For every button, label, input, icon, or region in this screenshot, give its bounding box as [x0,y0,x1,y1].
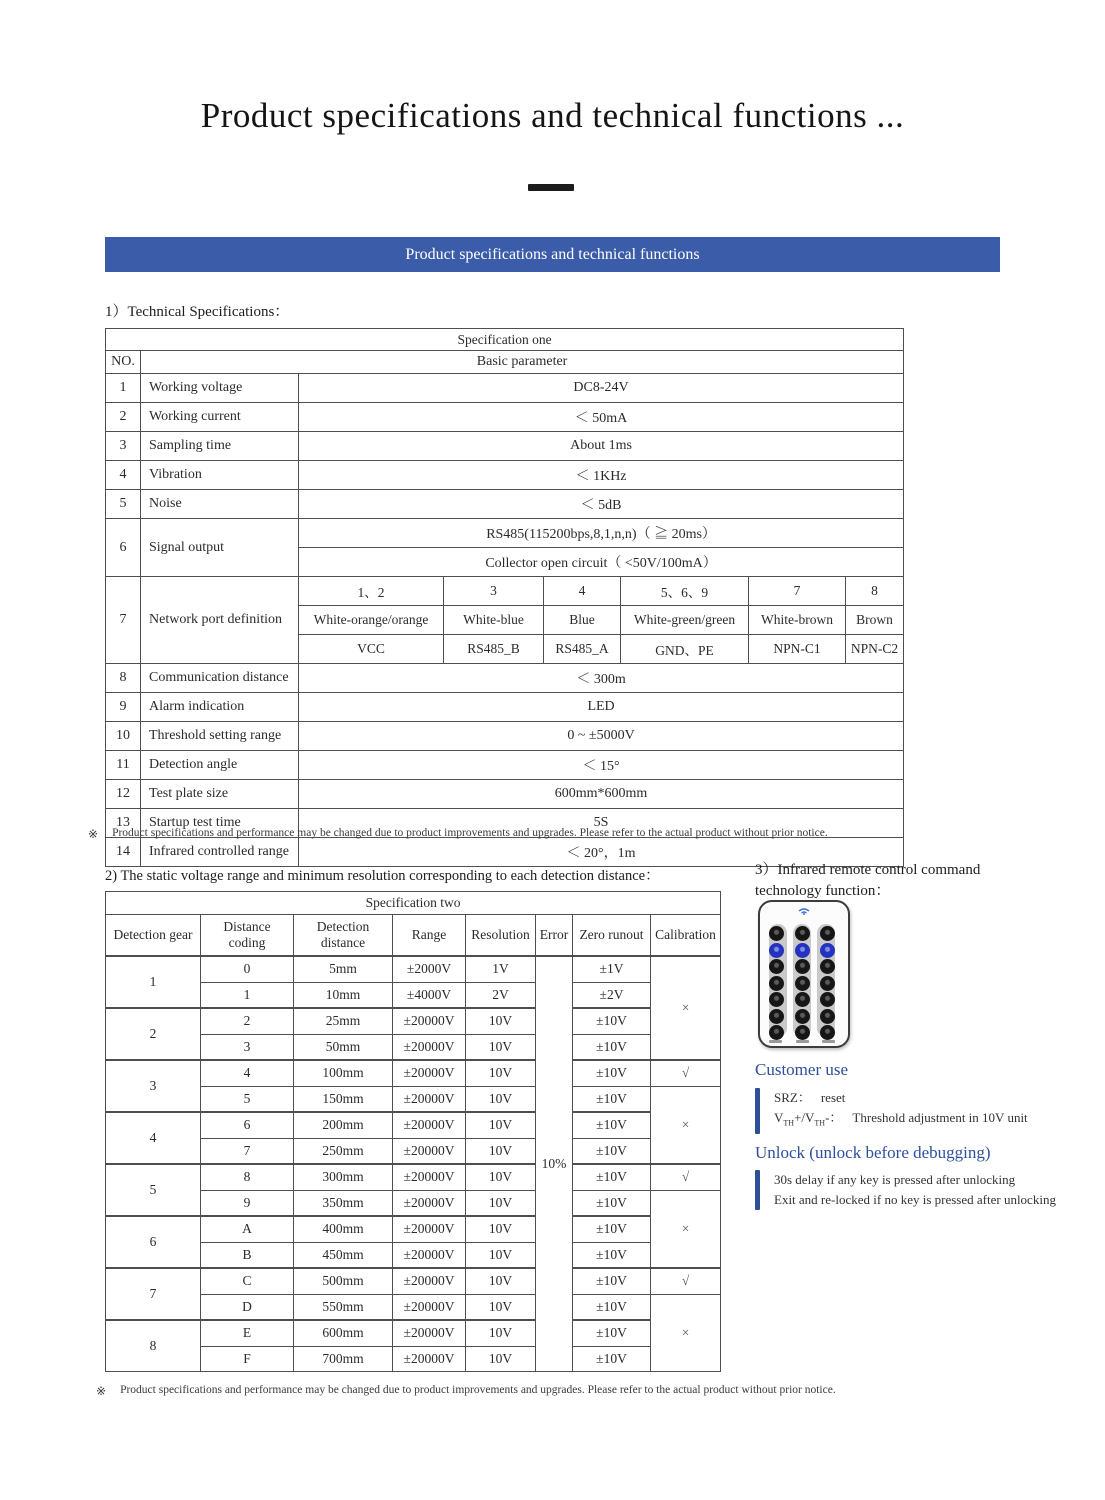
cell-range: ±20000V [393,1060,466,1086]
cell-gear: 2 [106,1008,201,1060]
remote-button-row [769,926,835,941]
section3-heading [755,860,1075,902]
cell-coding: 6 [201,1112,294,1138]
cell-coding: 7 [201,1138,294,1164]
column-header-basic-parameter: Basic parameter [141,351,904,374]
cell-resolution: 10V [466,1294,536,1320]
table-row [106,1268,721,1294]
cell-zero-runout: ±10V [573,1060,651,1086]
cell-distance: 600mm [294,1320,393,1346]
cell-calibration: × [651,1294,721,1372]
cell-distance: 450mm [294,1242,393,1268]
cell-resolution: 10V [466,1112,536,1138]
key-caption-mark [822,1040,835,1043]
cell-gear: 4 [106,1112,201,1164]
cell-value: About 1ms [299,432,904,461]
cell-pin: 4 [544,577,621,606]
cell-zero-runout: ±1V [573,956,651,982]
vth-text: +/V [794,1110,815,1125]
remote-button [769,926,784,941]
remote-button [795,959,810,974]
cell-wire-color: White-orange/orange [299,606,444,635]
cell-distance: 200mm [294,1112,393,1138]
key-caption-mark [769,1040,782,1043]
unlock-line: 30s delay if any key is pressed after unlocking [774,1172,1016,1187]
column-header: Error [536,915,573,957]
cell-no: 7 [106,577,141,664]
cell-value: 600mm*600mm [299,780,904,809]
remote-button-row [769,1009,835,1024]
cell-gear: 3 [106,1060,201,1112]
remote-button [820,959,835,974]
cell-value: ＜ 5dB [299,490,904,519]
remote-button [820,943,835,958]
cell-value: DC8-24V [299,374,904,403]
remote-button [820,976,835,991]
cell-label: Infrared controlled range [141,838,299,867]
cell-zero-runout: ±10V [573,1190,651,1216]
table-row [106,490,904,519]
cell-no: 8 [106,664,141,693]
cell-zero-runout: ±10V [573,1320,651,1346]
cell-calibration: × [651,1086,721,1164]
remote-button [820,992,835,1007]
customer-use-heading: Customer use [755,1060,849,1079]
table-row [106,1320,721,1346]
cell-value: Collector open circuit（ <50V/100mA） [299,548,904,577]
cell-label: Threshold setting range [141,722,299,751]
cell-distance: 550mm [294,1294,393,1320]
cell-signal: NPN-C2 [846,635,904,664]
ir-emitter-icon [796,905,812,915]
cell-range: ±20000V [393,1294,466,1320]
cell-resolution: 1V [466,956,536,982]
cell-signal: NPN-C1 [749,635,846,664]
remote-button [769,1009,784,1024]
srz-line [774,1088,1028,1108]
cell-resolution: 10V [466,1242,536,1268]
unlock-line: Exit and re-locked if no key is pressed after unlocking [774,1192,1056,1207]
cell-label: Signal output [141,519,299,577]
cell-coding: 2 [201,1008,294,1034]
cell-calibration: √ [651,1060,721,1086]
remote-button [769,1025,784,1040]
cell-range: ±4000V [393,982,466,1008]
vth-text: V [774,1110,784,1125]
section-banner-label: Product specifications and technical functions [405,245,700,263]
cell-wire-color: White-green/green [621,606,749,635]
unlock-lines [774,1170,1056,1210]
table-row [106,1112,721,1138]
table-row [106,751,904,780]
remote-button [769,992,784,1007]
remote-button-row [769,943,835,958]
vth-line [774,1108,1028,1134]
footnote-symbol: ※ [88,827,99,841]
cell-resolution: 2V [466,982,536,1008]
column-header: Detection gear [106,915,201,957]
cell-coding: 0 [201,956,294,982]
cell-resolution: 10V [466,1216,536,1242]
table-row [106,1008,721,1034]
table-row [106,1216,721,1242]
section1-heading: 1）Technical Specifications： [105,304,290,320]
table-row [106,461,904,490]
cell-label: Sampling time [141,432,299,461]
remote-button [795,976,810,991]
cell-value: ＜ 20°，1m [299,838,904,867]
cell-range: ±20000V [393,1164,466,1190]
table-row-network-pins [106,577,904,606]
remote-button [820,1009,835,1024]
cell-zero-runout: ±10V [573,1164,651,1190]
cell-zero-runout: ±10V [573,1268,651,1294]
cell-no: 13 [106,809,141,838]
cell-label: Communication distance [141,664,299,693]
table-row [106,403,904,432]
section3-heading-line1: 3）Infrared remote control command [755,862,981,878]
cell-distance: 350mm [294,1190,393,1216]
cell-distance: 100mm [294,1060,393,1086]
remote-button [795,943,810,958]
unlock-heading: Unlock (unlock before debugging) [755,1143,991,1162]
cell-value: RS485(115200bps,8,1,n,n)（ ≧ 20ms） [299,519,904,548]
remote-button [795,1025,810,1040]
footnote [96,1384,1026,1399]
table-row-signal-output [106,519,904,548]
srz-label: SRZ： [774,1090,811,1105]
cell-wire-color: White-brown [749,606,846,635]
cell-value: 0 ~ ±5000V [299,722,904,751]
cell-range: ±20000V [393,1138,466,1164]
cell-coding: 5 [201,1086,294,1112]
cell-pin: 3 [444,577,544,606]
column-header: Range [393,915,466,957]
cell-wire-color: Brown [846,606,904,635]
table-row [106,432,904,461]
key-caption-mark [796,1040,809,1043]
remote-button [795,1009,810,1024]
footnote-text: Product specifications and performance may be changed due to product improvements and upgrades. Please refer to the actual product without prior notice. [112,827,828,839]
cell-zero-runout: ±2V [573,982,651,1008]
cell-coding: B [201,1242,294,1268]
section-banner [105,237,1000,272]
cell-resolution: 10V [466,1164,536,1190]
cell-resolution: 10V [466,1008,536,1034]
table-row [106,1164,721,1190]
cell-no: 10 [106,722,141,751]
specification-one-table [105,328,904,867]
cell-calibration: × [651,956,721,1060]
cell-distance: 25mm [294,1008,393,1034]
remote-key-captions [769,1040,835,1043]
cell-zero-runout: ±10V [573,1346,651,1372]
cell-resolution: 10V [466,1346,536,1372]
cell-zero-runout: ±10V [573,1294,651,1320]
cell-no: 5 [106,490,141,519]
remote-buttons [769,926,835,1040]
footnote-text: Product specifications and performance may be changed due to product improvements and upgrades. Please refer to the actual product without prior notice. [120,1384,836,1396]
cell-zero-runout: ±10V [573,1138,651,1164]
cell-signal: VCC [299,635,444,664]
table-row [106,1060,721,1086]
cell-range: ±20000V [393,1320,466,1346]
cell-range: ±20000V [393,1086,466,1112]
column-header: Resolution [466,915,536,957]
cell-range: ±20000V [393,1242,466,1268]
cell-label: Detection angle [141,751,299,780]
cell-coding: 3 [201,1034,294,1060]
cell-label: Alarm indication [141,693,299,722]
cell-label: Test plate size [141,780,299,809]
cell-gear: 6 [106,1216,201,1268]
cell-distance: 250mm [294,1138,393,1164]
remote-button [769,959,784,974]
cell-zero-runout: ±10V [573,1034,651,1060]
cell-coding: A [201,1216,294,1242]
section2-heading: 2) The static voltage range and minimum resolution corresponding to each detection distance： [105,868,660,884]
srz-desc: reset [820,1090,846,1105]
table-row [106,780,904,809]
cell-range: ±20000V [393,1190,466,1216]
cell-coding: 1 [201,982,294,1008]
table-row [106,374,904,403]
section3-heading-line2: technology function： [755,883,891,899]
accent-bar [755,1170,760,1210]
vth-text: -： [825,1110,843,1125]
cell-gear: 1 [106,956,201,1008]
column-header: Calibration [651,915,721,957]
cell-value: ＜ 300m [299,664,904,693]
cell-pin: 7 [749,577,846,606]
cell-resolution: 10V [466,1268,536,1294]
cell-label: Working current [141,403,299,432]
cell-pin: 1、2 [299,577,444,606]
cell-distance: 500mm [294,1268,393,1294]
cell-label: Working voltage [141,374,299,403]
column-header: Detection distance [294,915,393,957]
cell-calibration: × [651,1190,721,1268]
column-header: Zero runout [573,915,651,957]
footnote [88,827,1018,842]
cell-range: ±2000V [393,956,466,982]
cell-zero-runout: ±10V [573,1242,651,1268]
cell-distance: 150mm [294,1086,393,1112]
remote-button [769,943,784,958]
cell-resolution: 10V [466,1060,536,1086]
cell-no: 9 [106,693,141,722]
cell-range: ±20000V [393,1034,466,1060]
cell-pin: 5、6、9 [621,577,749,606]
vth-desc: Threshold adjustment in 10V unit [852,1110,1028,1125]
cell-label: Network port definition [141,577,299,664]
vth-sub: TH [783,1118,795,1128]
cell-resolution: 10V [466,1034,536,1060]
table-row [106,956,721,982]
unlock-block [755,1170,1056,1210]
cell-distance: 50mm [294,1034,393,1060]
cell-no: 2 [106,403,141,432]
cell-signal: GND、PE [621,635,749,664]
table2-title: Specification two [106,892,721,915]
page-title: Product specifications and technical functions ... [200,96,905,135]
cell-distance: 10mm [294,982,393,1008]
cell-signal: RS485_B [444,635,544,664]
cell-range: ±20000V [393,1346,466,1372]
cell-resolution: 10V [466,1086,536,1112]
remote-button-row [769,959,835,974]
cell-gear: 7 [106,1268,201,1320]
cell-value: ＜ 50mA [299,403,904,432]
cell-zero-runout: ±10V [573,1216,651,1242]
cell-no: 4 [106,461,141,490]
cell-signal: RS485_A [544,635,621,664]
table-row [106,664,904,693]
table-row [106,722,904,751]
cell-coding: 4 [201,1060,294,1086]
column-header-no: NO. [106,351,141,374]
cell-zero-runout: ±10V [573,1008,651,1034]
cell-calibration: √ [651,1164,721,1190]
cell-no: 11 [106,751,141,780]
column-header: Distance coding [201,915,294,957]
remote-button [820,1025,835,1040]
cell-coding: D [201,1294,294,1320]
cell-calibration: √ [651,1268,721,1294]
cell-coding: F [201,1346,294,1372]
cell-gear: 5 [106,1164,201,1216]
cell-range: ±20000V [393,1008,466,1034]
specification-two-table [105,891,721,1372]
cell-no: 1 [106,374,141,403]
cell-value: 5S [299,809,904,838]
cell-value: LED [299,693,904,722]
cell-distance: 400mm [294,1216,393,1242]
ir-remote-control-image [758,900,850,1048]
remote-button [820,926,835,941]
cell-no: 6 [106,519,141,577]
vth-sub: TH [814,1118,826,1128]
cell-wire-color: White-blue [444,606,544,635]
table2-header-row [106,915,721,957]
table1-title: Specification one [106,329,904,351]
cell-distance: 300mm [294,1164,393,1190]
customer-use-block [755,1088,1028,1134]
cell-coding: 8 [201,1164,294,1190]
cell-label: Vibration [141,461,299,490]
cell-label: Startup test time [141,809,299,838]
cell-coding: C [201,1268,294,1294]
cell-error: 10% [536,956,573,1372]
cell-value: ＜ 15° [299,751,904,780]
cell-zero-runout: ±10V [573,1086,651,1112]
cell-resolution: 10V [466,1138,536,1164]
remote-button-row [769,1025,835,1040]
remote-button-row [769,992,835,1007]
footnote-symbol: ※ [96,1384,107,1398]
cell-no: 14 [106,838,141,867]
cell-pin: 8 [846,577,904,606]
cell-coding: E [201,1320,294,1346]
cell-zero-runout: ±10V [573,1112,651,1138]
accent-bar [755,1088,760,1134]
cell-no: 3 [106,432,141,461]
cell-resolution: 10V [466,1320,536,1346]
cell-distance: 5mm [294,956,393,982]
cell-resolution: 10V [466,1190,536,1216]
cell-wire-color: Blue [544,606,621,635]
title-dash-divider [528,184,574,191]
customer-use-lines [774,1088,1028,1134]
cell-value: ＜ 1KHz [299,461,904,490]
remote-button [769,976,784,991]
remote-button-row [769,976,835,991]
remote-button [795,926,810,941]
table-row [106,693,904,722]
cell-no: 12 [106,780,141,809]
cell-range: ±20000V [393,1112,466,1138]
cell-range: ±20000V [393,1268,466,1294]
cell-range: ±20000V [393,1216,466,1242]
cell-distance: 700mm [294,1346,393,1372]
cell-coding: 9 [201,1190,294,1216]
cell-gear: 8 [106,1320,201,1372]
remote-button [795,992,810,1007]
cell-label: Noise [141,490,299,519]
